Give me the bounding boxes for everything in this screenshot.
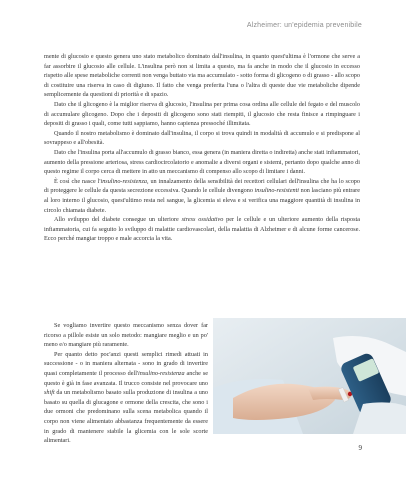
italic-term: insulino-resistenza — [138, 369, 185, 377]
text-run: Se vogliamo invertire questo meccanismo senza dover far ricorso a pillole esiste un solo metodo: mangiare meglio e un po' meno e/o mangiare più raramente. — [44, 322, 208, 349]
text-run: da un metabolismo basato sulla produzione di insulina a uno basato su quella di glucagone e ormone della crescita, che sono i due ormoni che predominano sulla scena metabolica quando il corpo non viene alimentato abbastanza frequentemente da essere in grado di mantenere stabile la glicemia con le sole scorte alimentari. — [44, 389, 208, 445]
paragraph — [44, 100, 360, 129]
paragraph — [44, 129, 360, 148]
text-run: Per quanto detto poc'anzi questi semplici rimedi attuati in successione - o in maniera alternata - sono in grado di invertire quasi completamente il processo dell' — [44, 350, 208, 377]
paragraph — [44, 321, 208, 350]
italic-term: insulino-resistenti — [254, 187, 300, 195]
text-run: per le cellule e un ulteriore aumento della risposta infiammatoria, cui fa seguito lo sviluppo di malattie cardiovascolari, della malattia di Alzheimer e di alcune forme cancerose. Ecco perché mangiar troppo e male accorcia la vita. — [44, 216, 360, 243]
paragraph — [44, 215, 360, 244]
paragraph — [44, 52, 360, 100]
italic-term: insulino-resistenza — [100, 177, 148, 185]
italic-term: stress ossidativo — [181, 216, 224, 224]
page-number: 9 — [358, 444, 362, 452]
text-run: Dato che l'insulina porta all'accumulo di grasso bianco, essa genera (in maniera diretta o indiretta) anche stati infiammatori, aumento della pressione arteriosa, stress cardiocircolatorio e anomalie a diversi organi e sistemi, pertanto dopo qualche anno di questo regime il corpo cerca di mettere in atto un meccanismo di compenso allo scopo di limitare i danni. — [44, 148, 360, 176]
text-run: mente di glucosio e questo genera uno stato metabolico dominato dall'insulina, in quanto quest'ultima è l'ormone che serve a far assorbire il glucosio alle cellule. L'insulina però non si limita a questo, ma fa anche in modo che il glucosio in eccesso rispetto alle spese metaboliche correnti non venga buttato via ma accumulato - sotto forma di glicogeno o di grasso - allo scopo di costituire una riserva in caso di digiuno. Il fatto che venga preferita l'una o l'altra di queste due vie metaboliche dipende semplicemente da questioni di priorità e di spazio. — [44, 53, 360, 99]
text-run: Quando il nostro metabolismo è dominato dall'insulina, il corpo si trova quindi in modalità di accumulo e si predispone al sovrappeso e all'obesità. — [44, 129, 360, 147]
text-run: Dato che il glicogeno è la miglior riserva di glucosio, l'insulina per prima cosa ordina alle cellule del fegato e del muscolo di accumulare glicogeno. Dopo che i depositi di glicogeno sono stati riempiti, il glucosio che resta finisce a rimpinguare i depositi di grasso i quali, come tutti sappiamo, hanno capienza pressoché illimitata. — [44, 100, 360, 128]
glucose-meter-illustration — [213, 318, 406, 434]
paragraph — [44, 148, 360, 177]
text-run: , un innalzamento della sensibilità dei recettori cellulari dell'insulina che ha lo scopo di proteggere le cellule da questa secrezione eccessiva. Quando le cellule divengono — [44, 177, 360, 195]
paragraph — [44, 350, 208, 446]
text-run: non lasciano più entrare al loro interno il glucosio, quest'ultimo resta nel sangue, la glicemia si eleva e si verifica una maggiore quantità di insulina in circolo chiamata diabete. — [44, 187, 360, 214]
body-text — [44, 52, 360, 244]
italic-term: shift — [44, 389, 55, 397]
paragraph — [44, 177, 360, 215]
running-header: Alzheimer: un'epidemia prevenibile — [246, 22, 362, 29]
text-run: È così che nasce l' — [54, 177, 101, 185]
body-text-wrapped — [44, 321, 208, 446]
glucose-test-photo — [213, 318, 406, 434]
text-run: anche se questo è già in fase avanzata. Il trucco consiste nel provocare uno — [44, 369, 208, 387]
text-run: Allo sviluppo del diabete consegue un ulteriore — [54, 216, 182, 224]
